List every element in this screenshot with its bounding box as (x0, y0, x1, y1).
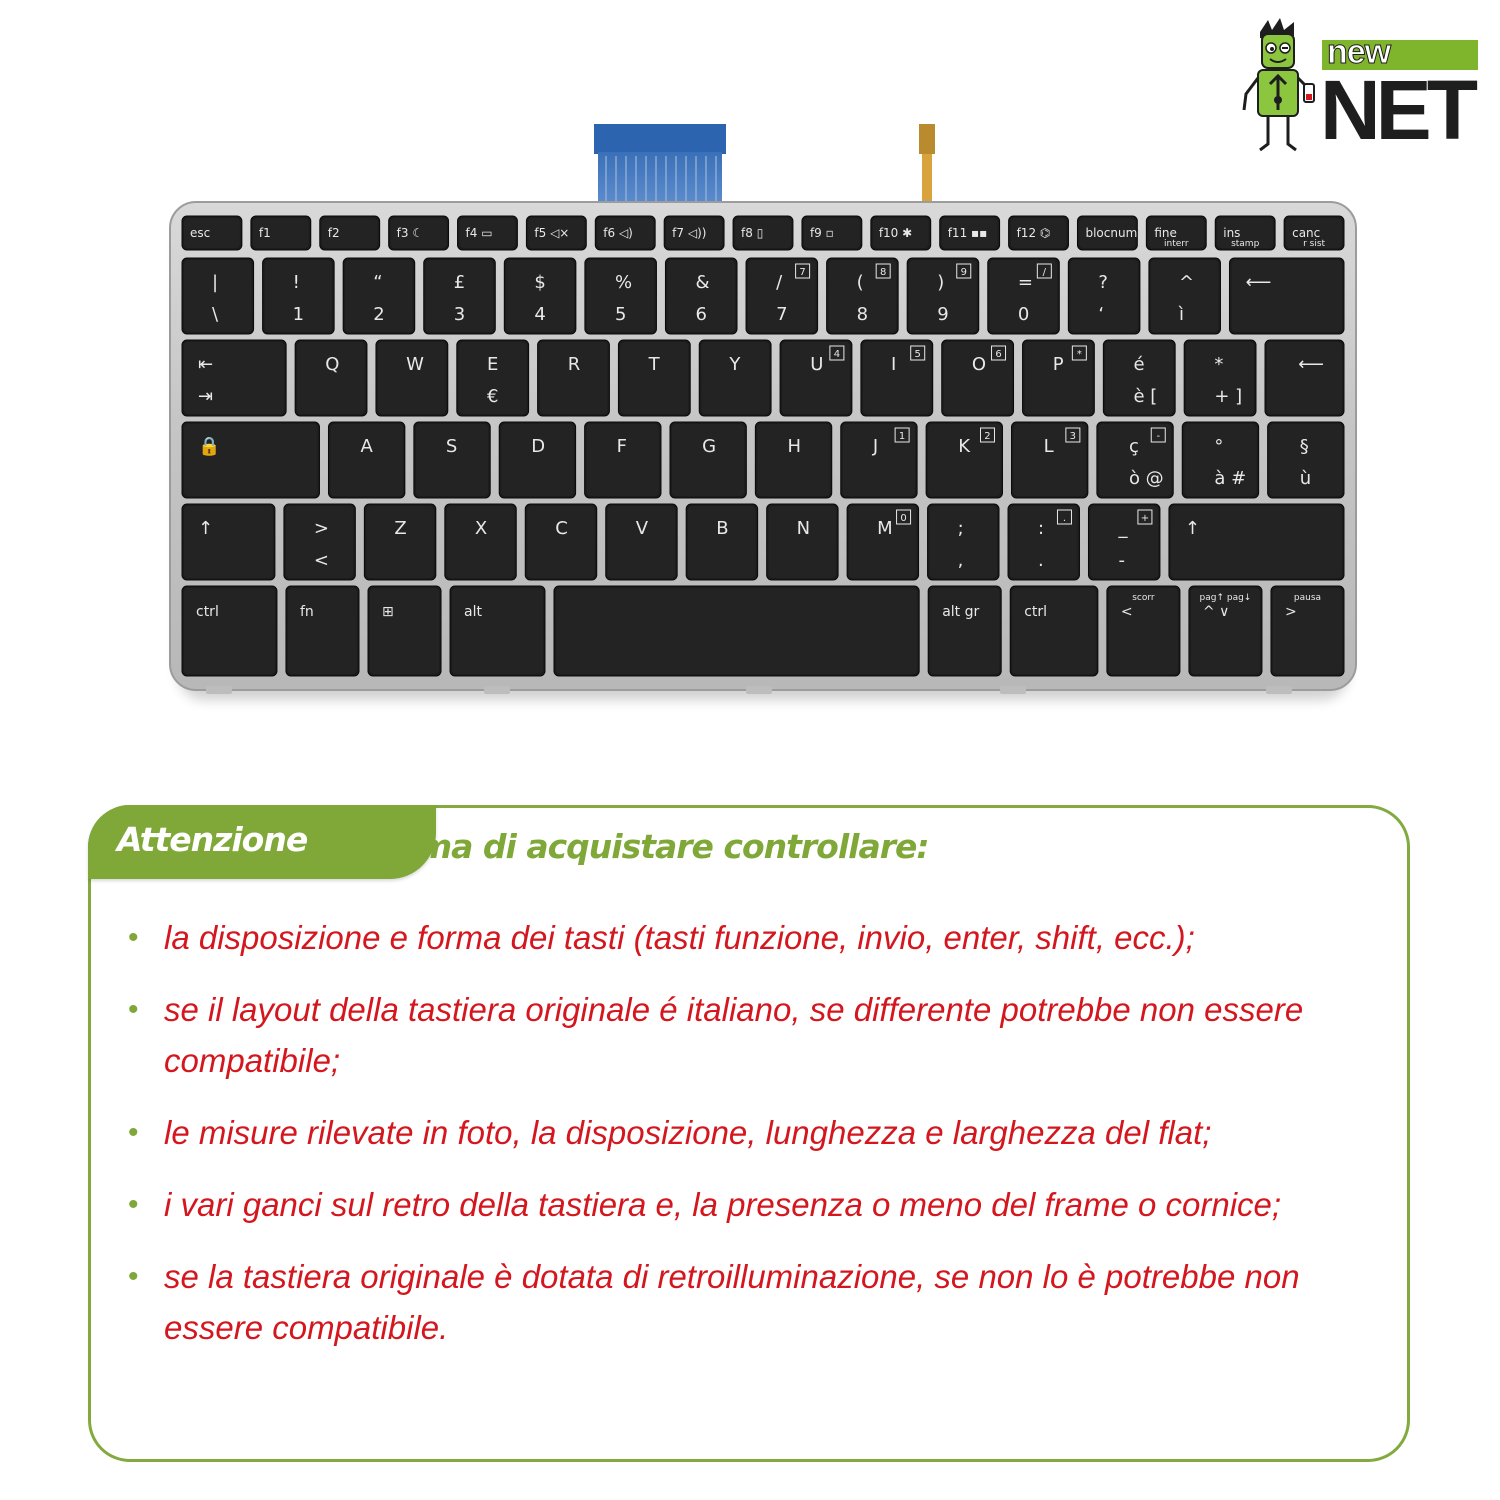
bullet-icon: • (128, 993, 139, 1026)
svg-text:‘: ‘ (1098, 304, 1105, 325)
key-numbers-0 (182, 258, 254, 334)
checklist-item-text: se il layout della tastiera originale é italiano, se differente potrebbe non essere compatibile; (164, 991, 1304, 1079)
key-bottom-letters-10 (1008, 504, 1079, 580)
svg-text:é: é (1133, 354, 1145, 375)
svg-text:⟵: ⟵ (1298, 354, 1324, 375)
svg-text:canc: canc (1292, 226, 1321, 240)
key-numbers-9 (907, 258, 979, 334)
svg-text:-: - (1156, 431, 1161, 442)
svg-text:f6 ◁): f6 ◁) (603, 226, 633, 240)
bullet-icon: • (128, 921, 139, 954)
key-top-letters-3 (457, 340, 529, 416)
svg-text:f12 ⌬: f12 ⌬ (1016, 226, 1051, 240)
logo-new-text: new (1327, 33, 1391, 71)
svg-text:f9 ▫: f9 ▫ (809, 226, 834, 240)
svg-text:pag↑ pag↓: pag↑ pag↓ (1199, 593, 1252, 603)
svg-text:f8 ▯: f8 ▯ (741, 226, 764, 240)
svg-text:R: R (567, 354, 581, 375)
svg-text:*: * (1214, 354, 1224, 375)
notice-box (88, 805, 1410, 1462)
svg-text:N: N (796, 518, 811, 539)
svg-text:6: 6 (995, 349, 1002, 360)
svg-text:_: _ (1118, 518, 1128, 539)
key-top-letters-7 (780, 340, 852, 416)
svg-text:ì: ì (1178, 304, 1184, 325)
svg-text:O: O (971, 354, 987, 375)
key-top-letters-12 (1184, 340, 1256, 416)
svg-text:scorr: scorr (1132, 593, 1155, 603)
svg-text:alt: alt (464, 604, 483, 620)
svg-text:interr: interr (1164, 239, 1189, 249)
key-modifiers-0 (182, 586, 277, 676)
key-bottom-letters-1 (284, 504, 355, 580)
key-function-11 (940, 216, 1000, 250)
key-bottom-letters-11 (1088, 504, 1159, 580)
key-function-8 (733, 216, 793, 250)
checklist-item-text: le misure rilevate in foto, la disposizione, lunghezza e larghezza del flat; (164, 1114, 1212, 1151)
key-home-letters-9 (1011, 422, 1087, 498)
svg-text:>: > (1284, 604, 1297, 620)
svg-text:<: < (313, 550, 330, 571)
key-modifiers-1 (286, 586, 359, 676)
svg-text:ins: ins (1223, 226, 1241, 240)
key-home-letters-3 (499, 422, 575, 498)
key-home-letters-1 (328, 422, 404, 498)
svg-text:+: + (1140, 513, 1150, 524)
svg-text:P: P (1052, 354, 1064, 375)
svg-text:A: A (360, 436, 373, 457)
logo-net-text: NET (1320, 63, 1473, 157)
key-top-letters-13 (1265, 340, 1344, 416)
svg-text:ctrl: ctrl (1024, 604, 1048, 620)
svg-text:^: ^ (1178, 272, 1195, 293)
key-home-letters-12 (1268, 422, 1344, 498)
svg-text::: : (1038, 518, 1045, 539)
keyboard-illustration (150, 110, 1370, 750)
svg-text:V: V (635, 518, 649, 539)
svg-text:(: ( (856, 272, 864, 293)
svg-text:,: , (957, 550, 964, 571)
key-function-12 (1009, 216, 1069, 250)
svg-text:D: D (531, 436, 546, 457)
svg-text:;: ; (957, 518, 964, 539)
key-numbers-7 (746, 258, 818, 334)
svg-text:W: W (406, 354, 424, 375)
svg-text:I: I (891, 354, 897, 375)
svg-text:.: . (1038, 550, 1044, 571)
svg-text:f11 ▪▪: f11 ▪▪ (947, 226, 988, 240)
key-modifiers-2 (368, 586, 441, 676)
svg-text:3: 3 (1069, 431, 1077, 442)
svg-text:1: 1 (292, 304, 305, 325)
svg-text:*: * (1076, 349, 1082, 360)
checklist-item (127, 984, 1391, 1086)
svg-text:B: B (716, 518, 729, 539)
key-numbers-3 (424, 258, 496, 334)
key-top-letters-0 (182, 340, 286, 416)
key-home-letters-5 (670, 422, 746, 498)
checklist-item-text: la disposizione e forma dei tasti (tasti funzione, invio, enter, shift, ecc.); (164, 919, 1195, 956)
key-home-letters-11 (1182, 422, 1258, 498)
svg-text:pausa: pausa (1293, 593, 1322, 603)
key-modifiers-7 (1107, 586, 1180, 676)
svg-text:!: ! (292, 272, 300, 293)
keyboard-photo (150, 110, 1370, 750)
svg-text:⟵: ⟵ (1245, 272, 1272, 293)
key-top-letters-4 (538, 340, 610, 416)
svg-text:ç: ç (1128, 436, 1139, 457)
svg-text:-: - (1118, 550, 1125, 571)
checklist-item (127, 1179, 1391, 1230)
svg-text:5: 5 (614, 304, 627, 325)
svg-text:0: 0 (900, 513, 907, 524)
svg-text:): ) (937, 272, 945, 293)
svg-text:f4 ▭: f4 ▭ (465, 226, 493, 240)
svg-text:=: = (1017, 272, 1033, 293)
svg-text:Z: Z (394, 518, 407, 539)
key-home-letters-7 (841, 422, 917, 498)
svg-text:$: $ (534, 272, 546, 293)
svg-text:>: > (313, 518, 330, 539)
key-modifiers-5 (928, 586, 1001, 676)
svg-text:§: § (1299, 436, 1309, 457)
svg-text:X: X (474, 518, 488, 539)
key-numbers-6 (665, 258, 737, 334)
bullet-icon: • (128, 1116, 139, 1149)
svg-text:f10 ✱: f10 ✱ (878, 226, 913, 240)
svg-text:↑: ↑ (1184, 518, 1201, 539)
svg-text:f2: f2 (327, 226, 340, 240)
bullet-icon: • (128, 1260, 139, 1293)
svg-text:9: 9 (960, 267, 967, 278)
svg-text:<: < (1120, 604, 1133, 620)
key-home-letters-4 (585, 422, 661, 498)
key-numbers-10 (988, 258, 1060, 334)
key-bottom-letters-6 (686, 504, 757, 580)
svg-text:G: G (702, 436, 717, 457)
key-function-13 (1077, 216, 1137, 250)
key-numbers-11 (1068, 258, 1140, 334)
checklist-item (127, 1251, 1391, 1353)
key-numbers-5 (585, 258, 657, 334)
key-numbers-12 (1149, 258, 1221, 334)
svg-text:H: H (787, 436, 801, 457)
key-home-letters-0 (182, 422, 319, 498)
svg-text:|: | (212, 272, 219, 293)
key-modifiers-3 (450, 586, 545, 676)
key-numbers-13 (1229, 258, 1344, 334)
key-numbers-1 (263, 258, 335, 334)
key-top-letters-6 (699, 340, 771, 416)
svg-text:8: 8 (856, 304, 869, 325)
svg-text:1: 1 (898, 431, 906, 442)
svg-text:à #: à # (1214, 468, 1247, 489)
notice-headline: Prima di acquistare controllare: (370, 827, 929, 866)
svg-text:fine: fine (1154, 226, 1177, 240)
key-top-letters-11 (1103, 340, 1175, 416)
svg-text:2: 2 (373, 304, 385, 325)
key-function-1 (251, 216, 311, 250)
svg-text:J: J (872, 436, 879, 457)
key-home-letters-8 (926, 422, 1002, 498)
svg-text:6: 6 (695, 304, 707, 325)
svg-text:f5 ◁×: f5 ◁× (534, 226, 570, 240)
svg-text:/: / (776, 272, 783, 293)
svg-text:L: L (1043, 436, 1054, 457)
svg-text:.: . (1062, 513, 1067, 524)
key-function-10 (871, 216, 931, 250)
key-numbers-8 (827, 258, 899, 334)
svg-text:è [: è [ (1133, 386, 1158, 407)
key-top-letters-10 (1023, 340, 1095, 416)
checklist-item-text: se la tastiera originale è dotata di retroilluminazione, se non lo è potrebbe non essere compatibile. (164, 1258, 1300, 1346)
svg-text:\: \ (212, 304, 219, 325)
svg-text:/: / (1042, 267, 1047, 278)
svg-text:🔒: 🔒 (198, 436, 221, 457)
svg-text:7: 7 (799, 267, 806, 278)
svg-text:0: 0 (1017, 304, 1030, 325)
key-function-3 (389, 216, 449, 250)
checklist-item (127, 912, 1391, 963)
keys-layer (182, 216, 1344, 676)
key-bottom-letters-3 (445, 504, 516, 580)
checklist (127, 912, 1391, 1374)
key-modifiers-8 (1189, 586, 1262, 676)
svg-text:ò @: ò @ (1128, 468, 1164, 489)
svg-text:“: “ (373, 272, 383, 293)
svg-text:ctrl: ctrl (196, 604, 219, 620)
svg-text:^ ∨: ^ ∨ (1202, 604, 1230, 620)
svg-text:f7 ◁)): f7 ◁)) (672, 226, 707, 240)
svg-text:2: 2 (984, 431, 991, 442)
key-bottom-letters-9 (928, 504, 999, 580)
svg-text:stamp: stamp (1231, 239, 1260, 249)
key-function-0 (182, 216, 242, 250)
key-home-letters-6 (755, 422, 831, 498)
svg-text:r sist: r sist (1303, 239, 1326, 249)
key-bottom-letters-2 (364, 504, 435, 580)
svg-text:ù: ù (1299, 468, 1312, 489)
svg-text:£: £ (453, 272, 466, 293)
svg-text:4: 4 (833, 349, 841, 360)
key-modifiers-4 (554, 586, 919, 676)
key-top-letters-8 (861, 340, 933, 416)
key-bottom-letters-0 (182, 504, 275, 580)
key-home-letters-10 (1097, 422, 1173, 498)
checklist-item (127, 1107, 1391, 1158)
key-function-4 (458, 216, 518, 250)
key-function-7 (664, 216, 724, 250)
svg-text:S: S (445, 436, 458, 457)
svg-text:€: € (486, 386, 499, 407)
svg-text:M: M (877, 518, 893, 539)
svg-text:blocnum: blocnum (1085, 226, 1138, 240)
svg-text:E: E (486, 354, 499, 375)
svg-text:⊞: ⊞ (381, 604, 394, 620)
key-numbers-4 (504, 258, 576, 334)
svg-text:F: F (616, 436, 628, 457)
svg-text:3: 3 (453, 304, 466, 325)
svg-text:U: U (810, 354, 824, 375)
svg-text:5: 5 (914, 349, 921, 360)
svg-text:esc: esc (190, 226, 211, 240)
svg-text:fn: fn (299, 604, 314, 620)
svg-text:T: T (648, 354, 660, 375)
svg-text:Q: Q (325, 354, 340, 375)
key-modifiers-6 (1010, 586, 1098, 676)
key-bottom-letters-7 (767, 504, 838, 580)
svg-text:?: ? (1098, 272, 1108, 293)
svg-text:↑: ↑ (198, 518, 214, 539)
key-function-5 (526, 216, 586, 250)
key-bottom-letters-5 (606, 504, 677, 580)
svg-text:C: C (555, 518, 568, 539)
svg-text:alt gr: alt gr (942, 604, 980, 620)
key-bottom-letters-8 (847, 504, 918, 580)
key-function-6 (595, 216, 655, 250)
svg-text:K: K (958, 436, 971, 457)
svg-text:⇤: ⇤ (198, 354, 214, 375)
key-top-letters-9 (942, 340, 1014, 416)
key-top-letters-2 (376, 340, 448, 416)
key-function-14 (1146, 216, 1206, 250)
svg-text:°: ° (1214, 436, 1224, 457)
attention-label: Attenzione (117, 820, 308, 859)
svg-text:4: 4 (534, 304, 546, 325)
key-numbers-2 (343, 258, 415, 334)
svg-text:%: % (614, 272, 633, 293)
svg-text:⇥: ⇥ (198, 386, 214, 407)
bullet-icon: • (128, 1188, 139, 1221)
key-function-9 (802, 216, 862, 250)
svg-text:7: 7 (776, 304, 788, 325)
key-modifiers-9 (1271, 586, 1344, 676)
checklist-item-text: i vari ganci sul retro della tastiera e, la presenza o meno del frame o cornice; (164, 1186, 1282, 1223)
key-top-letters-1 (295, 340, 367, 416)
key-bottom-letters-4 (525, 504, 596, 580)
svg-text:+ ]: + ] (1214, 386, 1243, 407)
key-top-letters-5 (618, 340, 690, 416)
svg-text:Y: Y (729, 354, 741, 375)
svg-text:f3 ☾: f3 ☾ (396, 226, 424, 240)
key-bottom-letters-12 (1169, 504, 1344, 580)
svg-text:9: 9 (937, 304, 949, 325)
svg-text:f1: f1 (258, 226, 271, 240)
svg-text:&: & (695, 272, 710, 293)
svg-text:8: 8 (879, 267, 887, 278)
key-function-2 (320, 216, 380, 250)
key-home-letters-2 (414, 422, 490, 498)
key-function-16 (1284, 216, 1344, 250)
key-function-15 (1215, 216, 1275, 250)
